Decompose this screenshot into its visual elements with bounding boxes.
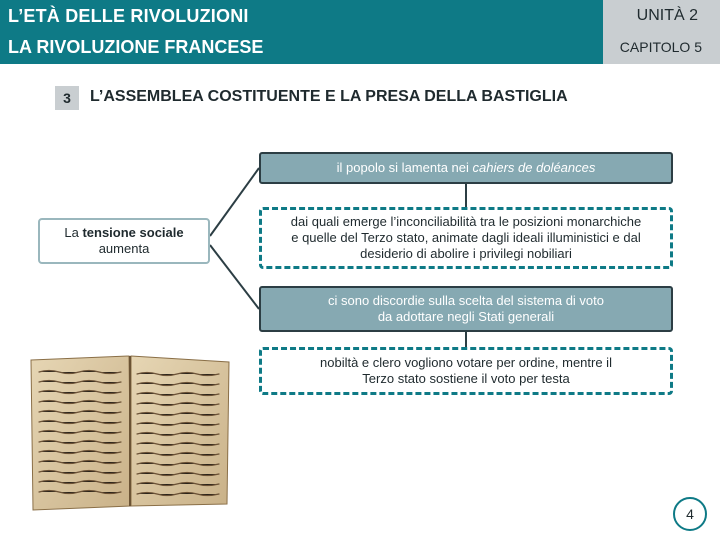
box1-prefix: il popolo si lamenta nei: [336, 160, 473, 175]
box3-line1: ci sono discordie sulla scelta del sistema di voto: [327, 293, 605, 308]
origin-bold: tensione sociale: [82, 225, 184, 240]
origin-line2: aumenta: [98, 241, 150, 256]
box2-line1: dai quali emerge l’inconciliabilità tra le posizioni monarchiche: [290, 214, 642, 229]
box-voting-disagreement: [259, 286, 673, 332]
box4-line2: Terzo stato sostiene il voto per testa: [362, 371, 570, 386]
section-number-badge: 3: [55, 86, 79, 110]
box2-line2: e quelle del Terzo stato, animate dagli ideali illuministici e dal: [291, 230, 641, 245]
box3-line2: da adottare negli Stati generali: [377, 309, 555, 324]
chapter-number: CAPITOLO 5: [619, 39, 702, 55]
box-voting-positions: [259, 347, 673, 395]
connector-to-box3: [210, 245, 259, 309]
box1-text: [337, 160, 596, 176]
origin-prefix: La: [64, 225, 83, 240]
box1-italic: cahiers de doléances: [472, 160, 596, 175]
manuscript-image: [25, 352, 235, 512]
origin-line1: [64, 225, 183, 241]
unit-title: L’ETÀ DELLE RIVOLUZIONI: [8, 6, 249, 26]
box4-line1: nobiltà e clero vogliono votare per ordine, mentre il: [320, 355, 612, 370]
unit-number: UNITÀ 2: [636, 7, 698, 24]
connector-to-box1: [210, 168, 259, 236]
box-inconciliability: [259, 207, 673, 269]
section-title: L’ASSEMBLEA COSTITUENTE E LA PRESA DELLA BASTIGLIA: [90, 88, 568, 105]
origin-box-social-tension: [38, 218, 210, 264]
box2-line3: desiderio di abolire i privilegi nobiliari: [360, 246, 572, 261]
page-number: 4: [673, 497, 707, 531]
chapter-title: LA RIVOLUZIONE FRANCESE: [8, 37, 264, 57]
box-cahiers: [259, 152, 673, 184]
